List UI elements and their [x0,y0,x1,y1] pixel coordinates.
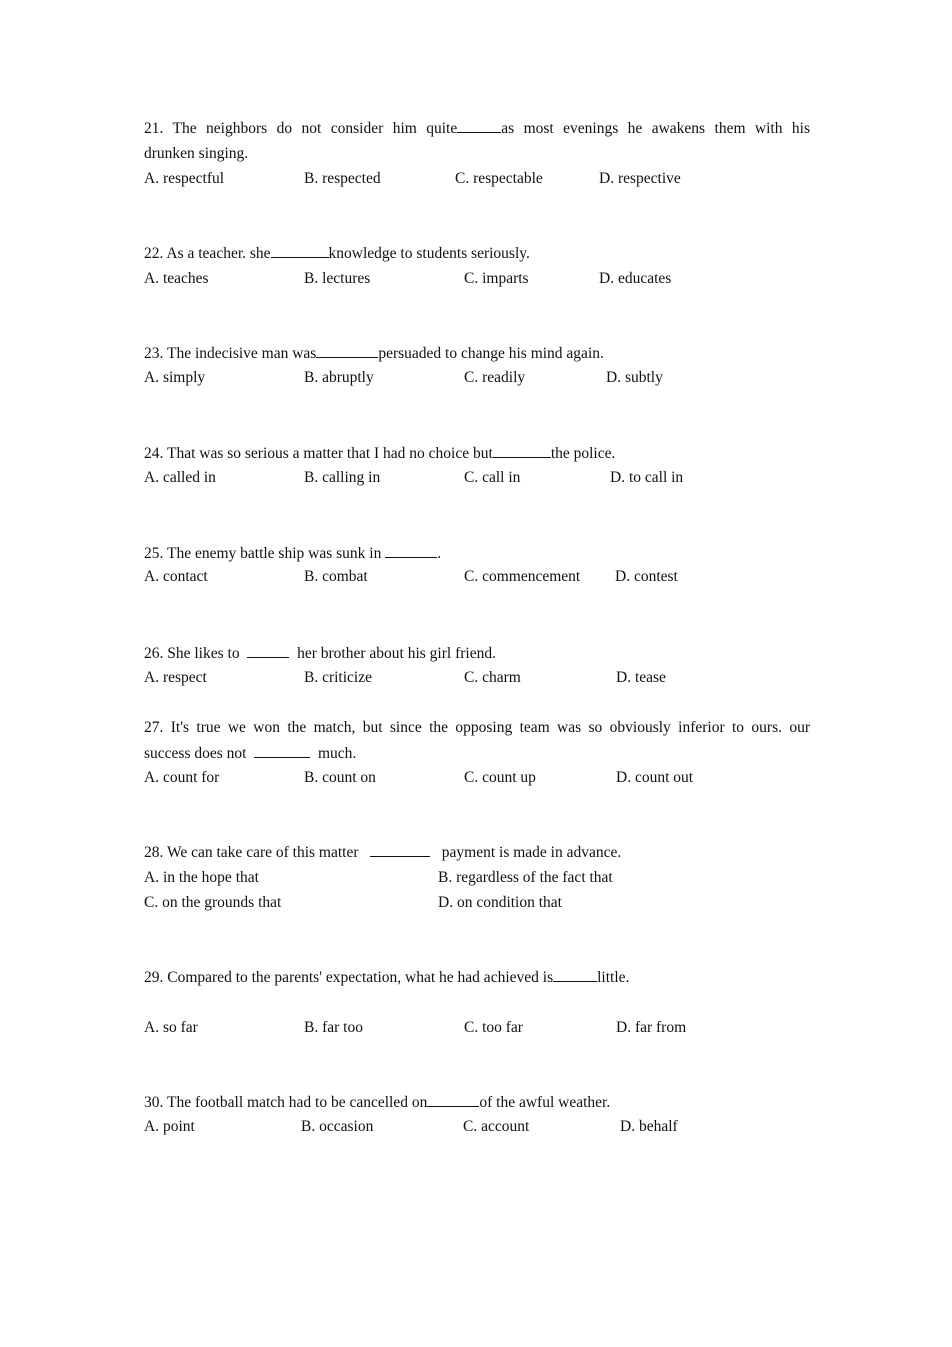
question-text: the police. [550,445,616,462]
question-text: 23. The indecisive man was [144,345,317,362]
option-c: C. imparts [464,270,529,287]
option-b: B. count on [304,769,376,786]
option-c: C. charm [464,669,521,686]
option-c: C. call in [464,469,521,486]
question-24 [144,443,615,464]
option-a: A. so far [144,1019,198,1036]
option-a: A. point [144,1118,195,1135]
question-text: 26. She likes to [144,645,240,662]
question-text: knowledge to students seriously. [328,245,530,262]
question-27-line-1: 27. It's true we won the match, but since the opposing team was so obviously inferior to ours. our [144,719,810,736]
question-text: 24. That was so serious a matter that I had no choice but [144,445,493,462]
option-b: B. lectures [304,270,371,287]
answer-blank [553,967,597,982]
option-d: D. far from [616,1019,687,1036]
option-d: D. behalf [620,1118,678,1135]
answer-blank [457,118,501,133]
answer-blank [370,842,430,857]
question-21-line-2: drunken singing. [144,145,249,162]
question-text: success does not [144,745,247,762]
option-d: D. on condition that [438,894,562,911]
option-a: A. count for [144,769,220,786]
option-a: A. called in [144,469,216,486]
question-22 [144,243,530,264]
question-text: as most evenings he awakens them with his [501,120,810,137]
question-text: 25. The enemy battle ship was sunk in [144,545,382,562]
answer-blank [247,643,289,658]
question-text: of the awful weather. [479,1094,611,1111]
option-c: C. too far [464,1019,523,1036]
option-a: A. contact [144,568,208,585]
option-c: C. respectable [455,170,543,187]
question-23 [144,343,604,364]
question-27-line-2 [144,743,356,764]
question-text: payment is made in advance. [441,844,622,861]
option-b: B. far too [304,1019,363,1036]
option-b: B. calling in [304,469,381,486]
question-text: . [437,545,442,562]
question-text: little. [597,969,630,986]
option-c: C. on the grounds that [144,894,282,911]
answer-blank [254,743,310,758]
option-d: D. respective [599,170,681,187]
option-b: B. combat [304,568,368,585]
question-28 [144,842,621,863]
option-c: C. count up [464,769,536,786]
question-text: 29. Compared to the parents' expectation, what he had achieved is [144,969,554,986]
question-26 [144,643,496,664]
option-d: D. tease [616,669,666,686]
option-a: A. teaches [144,270,209,287]
question-text: 21. The neighbors do not consider him quite [144,120,458,137]
option-d: D. to call in [610,469,684,486]
option-b: B. abruptly [304,369,374,386]
answer-blank [493,443,551,458]
option-b: B. criticize [304,669,372,686]
question-text: 28. We can take care of this matter [144,844,359,861]
question-text: much. [317,745,357,762]
option-d: D. subtly [606,369,663,386]
option-a: A. in the hope that [144,869,259,886]
option-c: C. commencement [464,568,581,585]
question-29 [144,967,629,988]
option-d: D. contest [615,568,678,585]
option-a: A. respect [144,669,207,686]
option-b: B. occasion [301,1118,374,1135]
question-21-line-1 [144,118,810,139]
question-text: 22. As a teacher. she [144,245,271,262]
option-b: B. regardless of the fact that [438,869,613,886]
question-text: her brother about his girl friend. [297,645,496,662]
option-b: B. respected [304,170,381,187]
option-a: A. simply [144,369,206,386]
answer-blank [427,1092,479,1107]
option-c: C. account [463,1118,530,1135]
question-text: persuaded to change his mind again. [378,345,604,362]
option-d: D. educates [599,270,672,287]
question-text: 30. The football match had to be cancelled on [144,1094,428,1111]
option-d: D. count out [616,769,694,786]
option-a: A. respectful [144,170,225,187]
question-25 [144,543,441,564]
option-c: C. readily [464,369,526,386]
answer-blank [316,343,378,358]
answer-blank [385,543,437,558]
question-30 [144,1092,610,1113]
answer-blank [271,243,329,258]
